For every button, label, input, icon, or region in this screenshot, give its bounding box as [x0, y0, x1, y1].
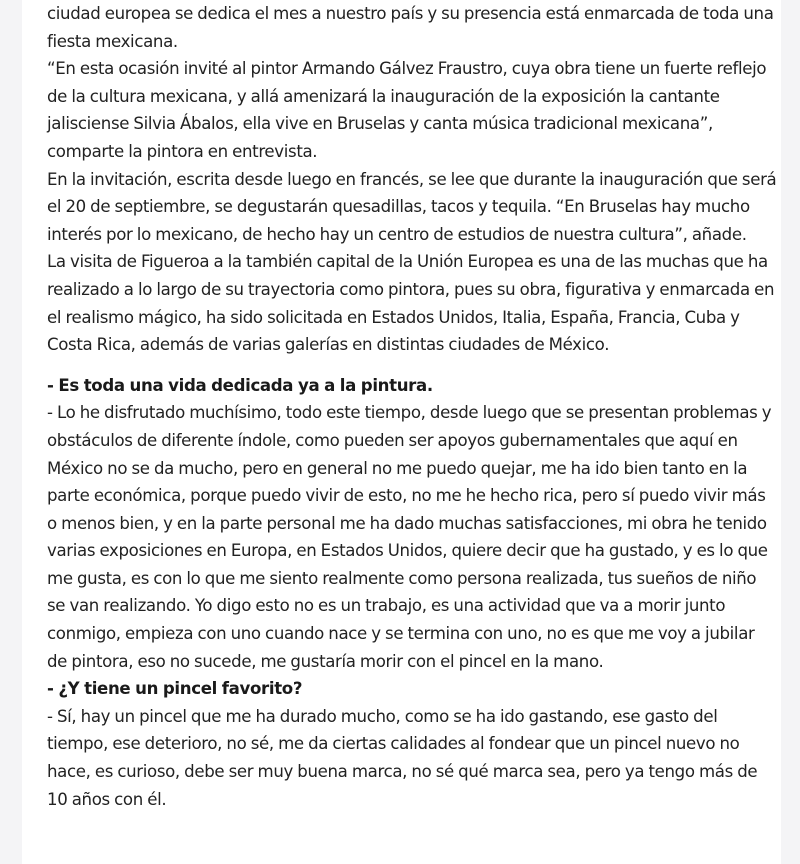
interview-question: - Es toda una vida dedicada ya a la pintura.	[47, 375, 433, 395]
paragraph: ciudad europea se dedica el mes a nuestro país y su presencia está enmarcada de toda una fiesta mexicana.	[47, 4, 774, 51]
paragraph: En la invitación, escrita desde luego en francés, se lee que durante la inauguración que será el 20 de septiembre, se degustarán quesadillas, tacos y tequila. “En Bruselas hay mucho interés por lo mexicano, de hecho hay un centro de estudios de nuestra cultura”, añade.	[47, 169, 777, 244]
paragraph: La visita de Figueroa a la también capital de la Unión Europea es una de las muchas que ha realizado a lo largo de su trayectoria como pintora, pues su obra, figurativa y enmarcada en el realismo mágico, ha sido solicitada en Estados Unidos, Italia, España, Francia, Cuba y Costa Rica, además de varias galerías en distintas ciudades de México.	[47, 252, 775, 355]
intro-section	[47, 0, 777, 359]
interview-answer: - Sí, hay un pincel que me ha durado mucho, como se ha ido gastando, ese gasto del tiempo, ese deterioro, no sé, me da ciertas calidades al fondear que un pincel nuevo no hace, es curioso, debe ser muy buena marca, no sé qué marca sea, pero ya tengo más de 10 años con él.	[47, 706, 758, 809]
interview-section	[47, 372, 777, 814]
article-page	[22, 0, 781, 864]
article-body	[47, 0, 777, 813]
interview-answer: - Lo he disfrutado muchísimo, todo este tiempo, desde luego que se presentan problemas y obstáculos de diferente índole, como pueden ser apoyos gubernamentales que aquí en México no se da mucho, pero en general no me puedo quejar, me ha ido bien tanto en la parte económica, porque puedo vivir de esto, no me he hecho rica, pero sí puedo vivir más o menos bien, y en la parte personal me ha dado muchas satisfacciones, mi obra he tenido varias exposiciones en Europa, en Estados Unidos, quiere decir que ha gustado, y es lo que me gusta, es con lo que me siento realmente como persona realizada, tus sueños de niño se van realizando. Yo digo esto no es un trabajo, es una actividad que va a morir junto conmigo, empieza con uno cuando nace y se termina con uno, no es que me voy a jubilar de pintora, eso no sucede, me gustaría morir con el pincel en la mano.	[47, 403, 772, 671]
interview-question: - ¿Y tiene un pincel favorito?	[47, 679, 303, 699]
paragraph: “En esta ocasión invité al pintor Armando Gálvez Fraustro, cuya obra tiene un fuerte reflejo de la cultura mexicana, y allá amenizará la inauguración de la exposición la cantante jalisciense Silvia Ábalos, ella vive en Bruselas y canta música tradicional mexicana”, comparte la pintora en entrevista.	[47, 59, 767, 161]
